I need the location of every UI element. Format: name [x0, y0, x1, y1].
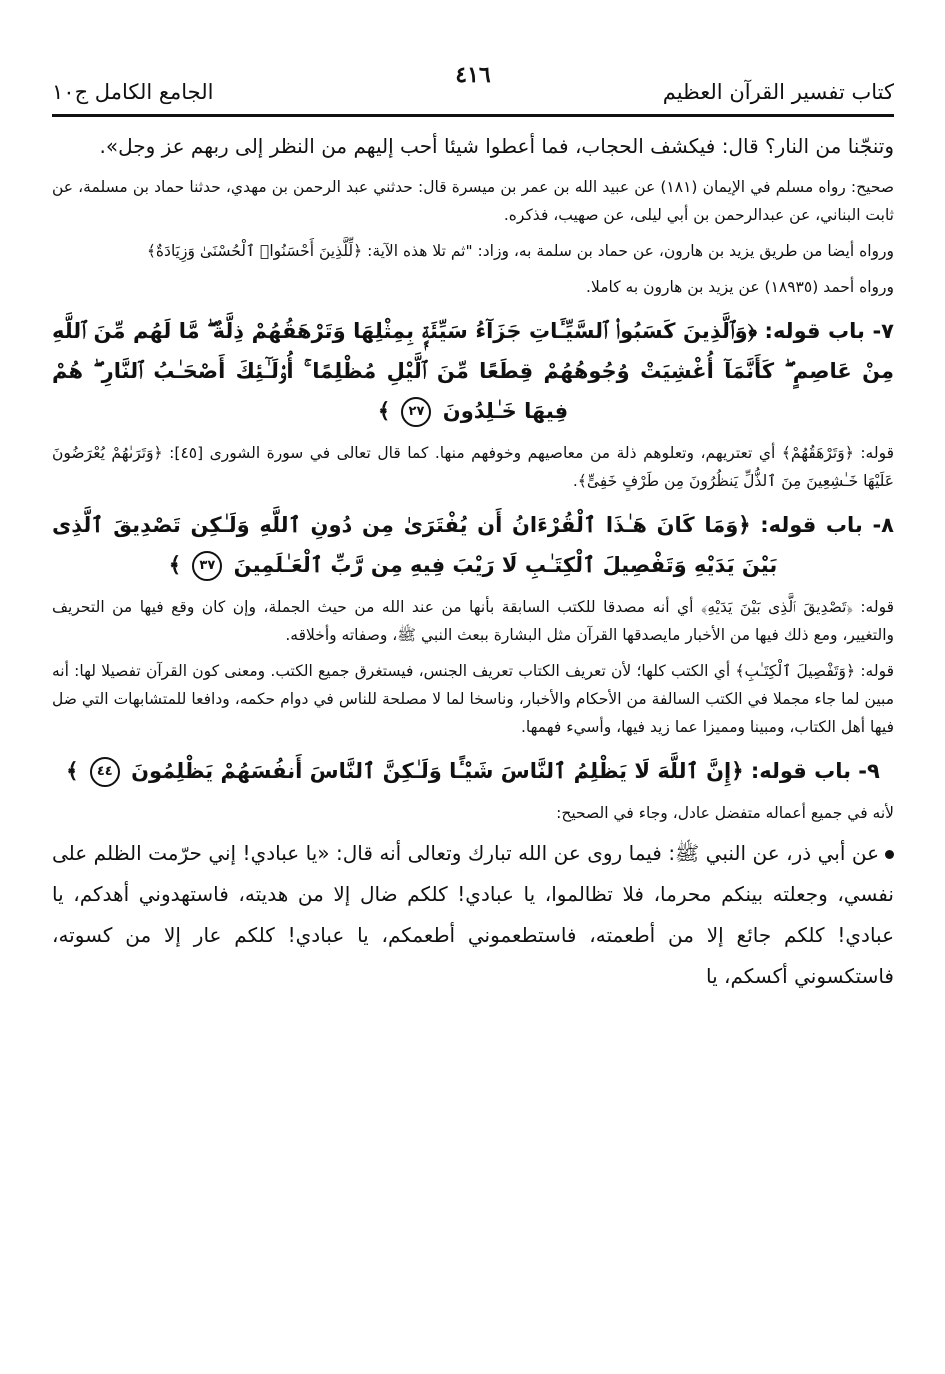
verse-number-marker: ٤٤: [90, 757, 120, 787]
chapter-8-verse: ﴿وَمَا كَانَ هَـٰذَا ٱلْقُرْءَانُ أَن يُفْتَرَىٰ مِن دُونِ ٱللَّهِ وَلَـٰكِن تَصْدِيقَ ٱلَّذِى بَيْنَ يَدَيْهِ وَتَفْصِيلَ ٱلْكِتَـٰبِ لَا رَيْبَ فِيهِ مِن رَّبِّ ٱلْعَـٰلَمِينَ: [52, 513, 778, 577]
footnote-yazid: ورواه أيضا من طريق يزيد بن هارون، عن حماد بن سلمة به، وزاد: "ثم تلا هذه الآية: ﴿لِّلَّذِينَ أَحْسَنُوا۟ ٱلْحُسْنَىٰ وَزِيَادَةٌ﴾: [146, 242, 894, 260]
chapter-9-heading: [52, 751, 894, 791]
commentary-9: لأنه في جميع أعماله متفضل عادل، وجاء في الصحيح:: [556, 804, 894, 822]
page-header: [52, 56, 894, 104]
chapter-8-verse-close: ﴾: [168, 553, 182, 577]
verse-number-marker: ٣٧: [192, 551, 222, 581]
header-rule: [52, 114, 894, 117]
footnote-ahmad: ورواه أحمد (١٨٩٣٥) عن يزيد بن هارون به كاملا.: [586, 278, 894, 296]
opening-text: وتنجّنا من النار؟ قال: فيكشف الحجاب، فما أعطوا شيئا أحب إليهم من النظر إلى ربهم عز وجل».: [99, 134, 894, 158]
hadith-text-block: [52, 833, 894, 997]
verse-number-marker: ٢٧: [401, 397, 431, 427]
chapter-8-label: ٨- باب قوله:: [760, 513, 894, 537]
hadith-text: عن أبي ذر، عن النبي ﷺ: فيما روى عن الله تبارك وتعالى أنه قال: «يا عبادي! إني حرّمت الظلم على نفسي، وجعلته بينكم محرما، فلا تظالموا، يا عبادي! كلكم ضال إلا من هديته، فاستهدوني أهدكم، يا عبادي! كلكم جائع إلا من أطعمته، فاستطعموني أطعمكم، يا عبادي! كلكم عار إلا من كسوته، فاستكسوني أكسكم، يا: [52, 841, 894, 988]
chapter-7-label: ٧- باب قوله:: [764, 319, 894, 343]
chapter-8-heading: [52, 505, 894, 585]
chapter-9-verse-close: ﴾: [66, 759, 79, 783]
commentary-7: قوله: ﴿وَتَرْهَقُهُمْ﴾ أي تعتريهم، وتعلوهم ذلة من معاصيهم وخوفهم منها. كما قال تعالى في سورة الشورى [٤٥]: ﴿وَتَرَىٰهُمْ يُعْرَضُونَ عَلَيْهَا خَـٰشِعِينَ مِنَ ٱلذُّلِّ يَنظُرُونَ مِن طَرْفٍ خَفِىٍّ﴾.: [52, 444, 894, 490]
footnote-sahih: صحيح: رواه مسلم في الإيمان (١٨١) عن عبيد الله بن عمر بن ميسرة قال: حدثني عبد الرحمن بن مهدي، حدثنا حماد بن مسلمة، عن ثابت البناني، عن عبدالرحمن بن أبي ليلى، عن صهيب، فذكره.: [52, 178, 894, 224]
document-page: [52, 56, 894, 997]
chapter-7-verse-close: ﴾: [377, 399, 391, 423]
page-number: ٤١٦: [455, 62, 491, 88]
chapter-7-heading: [52, 311, 894, 431]
book-title: كتاب تفسير القرآن العظيم: [662, 80, 894, 104]
chapter-7-verse: ﴿وَٱلَّذِينَ كَسَبُوا۟ ٱلسَّيِّـَٔاتِ جَزَآءُ سَيِّئَةٍۭ بِمِثْلِهَا وَتَرْهَقُهُمْ ذِلَّةٌ ۖ مَّا لَهُم مِّنَ ٱللَّهِ مِنْ عَاصِمٍ ۖ كَأَنَّمَآ أُغْشِيَتْ وُجُوهُهُمْ قِطَعًا مِّنَ ٱلَّيْلِ مُظْلِمًا ۚ أُو۟لَـٰٓئِكَ أَصْحَـٰبُ ٱلنَّارِ ۖ هُمْ فِيهَا خَـٰلِدُونَ: [52, 319, 894, 423]
chapter-9-label: ٩- باب قوله:: [750, 759, 880, 783]
bullet-icon: [885, 850, 894, 859]
commentary-8a: قوله: ﴿تَصْدِيقَ ٱلَّذِى بَيْنَ يَدَيْهِ﴾ أي أنه مصدقا للكتب السابقة بأنها من عند الله من حيث الجملة، وإن كان وقع فيها من التحريف والتغيير، ومع ذلك فيها من الأخبار مايصدقها القرآن مثل البشارة ببعث النبي ﷺ، وصفاته وأخلاقه.: [52, 598, 894, 644]
collection-title: الجامع الكامل ج١٠: [52, 80, 214, 104]
commentary-8b: قوله: ﴿وَتَفْصِيلَ ٱلْكِتَـٰبِ﴾ أي الكتب كلها؛ لأن تعريف الكتاب تعريف الجنس، فيستغرق جميع الكتب. ومعنى كون القرآن تفصيلا لها: أنه مبين لما جاء مجملا في الكتب السالفة من الأحكام والأخبار، وناسخا لما لا مصلحة للناس في دوام حكمه، ودافعا للمتشابهات التي ضل فيها أهل الكتاب، ومبينا ومميزا عما زيد فيها، وأسيء فهمها.: [52, 662, 894, 736]
chapter-9-verse: ﴿إِنَّ ٱللَّهَ لَا يَظْلِمُ ٱلنَّاسَ شَيْـًٔا وَلَـٰكِنَّ ٱلنَّاسَ أَنفُسَهُمْ يَظْلِمُونَ: [131, 759, 744, 783]
